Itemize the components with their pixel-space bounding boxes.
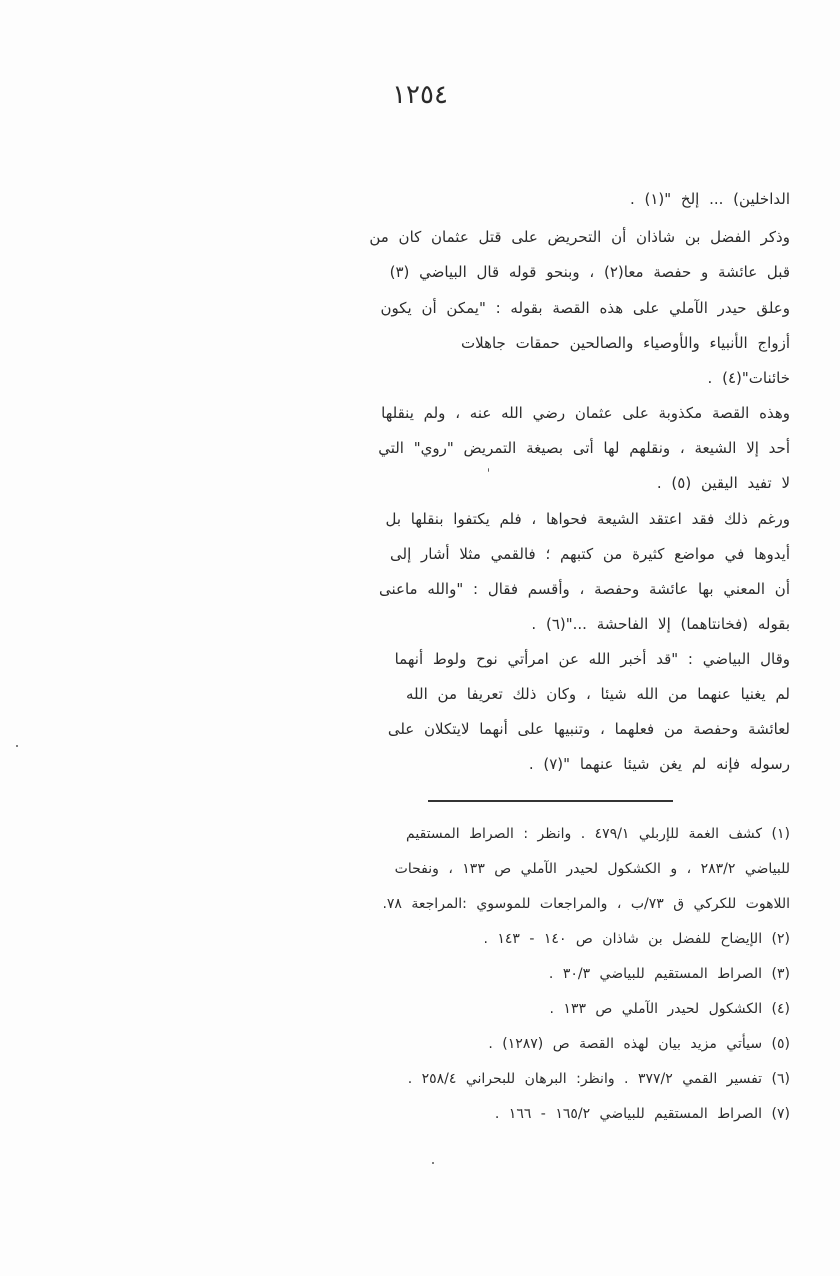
- footnote-1c: اللاهوت للكركي ق ٧٣/ب ، والمراجعات للموسوي :المراجعة ٧٨.: [382, 896, 790, 912]
- text-line-6: خائنات"(٤) .: [707, 369, 790, 387]
- text-line-3: قبل عائشة و حفصة معا(٢) ، وبنحو قوله قال البياضي (٣): [389, 263, 790, 281]
- text-line-14: وقال البياضي : "قد أخبر الله عن امرأتي نوح ولوط أنهما: [394, 650, 790, 668]
- text-line-11: أيدوها في مواضع كثيرة من كتبهم ؛ فالقمي مثلا أشار إلى: [390, 545, 790, 563]
- footnote-1a: (١) كشف الغمة للإربلي ٤٧٩/١ . وانظر : الصراط المستقيم: [406, 826, 790, 842]
- text-line-12: أن المعني بها عائشة وحفصة ، وأقسم فقال : "والله ماعنى: [378, 580, 790, 598]
- text-line-10: ورغم ذلك فقد اعتقد الشيعة فحواها ، فلم يكتفوا بنقلها بل: [385, 510, 790, 528]
- text-line-5: أزواج الأنبياء والأوصياء والصالحين حمقات جاهلات: [461, 334, 790, 352]
- page-number: ١٢٥٤: [392, 80, 448, 110]
- footnote-7: (٧) الصراط المستقيم للبياضي ١٦٥/٢ - ١٦٦ .: [494, 1106, 790, 1122]
- footnote-1b: للبياضي ٢٨٣/٢ ، و الكشكول لحيدر الآملي ص ١٣٣ ، ونفحات: [394, 861, 790, 877]
- text-line-13: بقوله (فخانتاهما) إلا الفاحشة ..."(٦) .: [531, 615, 790, 633]
- text-line-4: وعلق حيدر الآملي على هذه القصة بقوله : "يمكن أن يكون: [380, 299, 790, 317]
- footnote-4: (٤) الكشكول لحيدر الآملي ص ١٣٣ .: [549, 1001, 790, 1017]
- footnote-2: (٢) الإيضاح للفضل بن شاذان ص ١٤٠ - ١٤٣ .: [483, 931, 790, 947]
- text-line-15: لم يغنيا عنهما من الله شيئا ، وكان ذلك تعريفا من الله: [406, 685, 790, 703]
- scan-speck: [432, 1162, 434, 1164]
- footnote-3: (٣) الصراط المستقيم للبياضي ٣٠/٣ .: [548, 966, 790, 982]
- text-line-7: وهذه القصة مكذوبة على عثمان رضي الله عنه ، ولم ينقلها: [381, 404, 790, 422]
- text-line-8: أحد إلا الشيعة ، ونقلهم لها أتى بصيغة التمريض "روي" التي: [378, 439, 790, 457]
- footnote-5: (٥) سيأتي مزيد بيان لهذه القصة ص (١٢٨٧) .: [488, 1036, 790, 1052]
- scan-speck: [488, 468, 489, 472]
- text-line-9: لا تفيد اليقين (٥) .: [656, 474, 790, 492]
- text-line-2: وذكر الفضل بن شاذان أن التحريض على قتل عثمان كان من: [369, 228, 790, 246]
- footnote-6: (٦) تفسير القمي ٣٧٧/٢ . وانظر: البرهان للبحراني ٢٥٨/٤ .: [407, 1071, 790, 1087]
- footnote-separator: [428, 800, 673, 802]
- text-line-1: الداخلين) ... إلخ "(١) .: [629, 190, 790, 208]
- scan-speck: [16, 745, 18, 747]
- text-line-16: لعائشة وحفصة من فعلهما ، وتنبيها على أنهما لايتكلان على: [387, 720, 790, 738]
- text-line-17: رسوله فإنه لم يغن شيئا عنهما "(٧) .: [528, 755, 790, 773]
